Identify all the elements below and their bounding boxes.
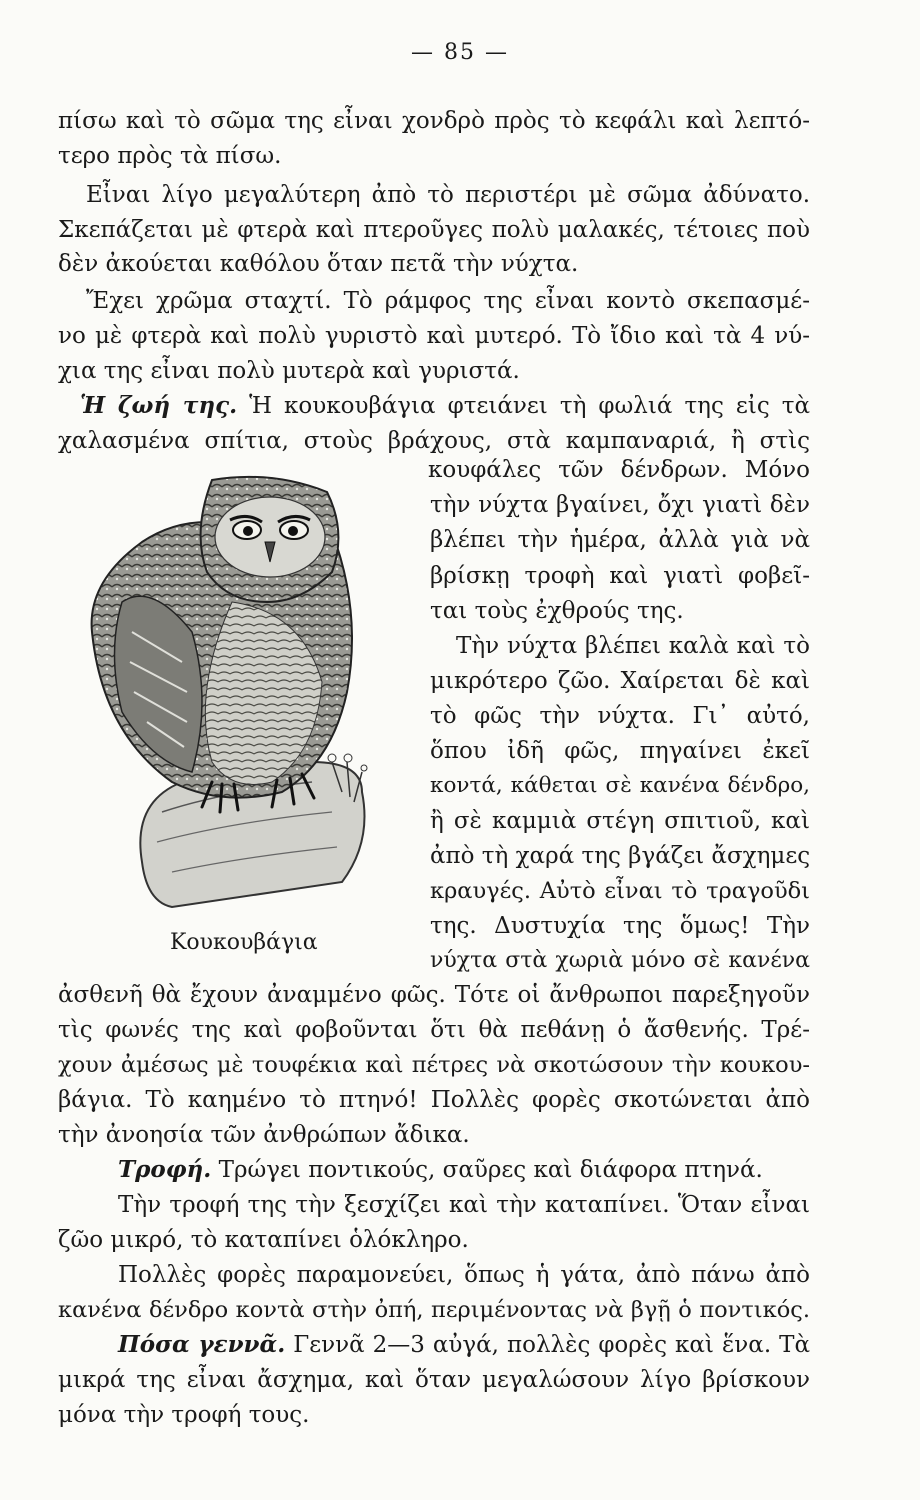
text-line: ἀσθενῆ θὰ ἔχουν ἀναμμένο φῶς. Τότε οἱ ἄνθρωποι παρεξηγοῦν — [58, 982, 810, 1008]
text-line: δὲν ἀκούεται καθόλου ὅταν πετᾶ τὴν νύχτα. — [58, 251, 579, 277]
text-line — [80, 391, 810, 421]
text-line: τὸ φῶς τὴν νύχτα. Γι᾿ αὐτό, — [430, 703, 810, 729]
text-line: ται τοὺς ἐχθρούς της. — [430, 598, 684, 624]
text-line: βρίσκῃ τροφὴ καὶ γιατὶ φοβεῖ- — [430, 563, 810, 589]
text-line: ὅπου ἰδῆ φῶς, πηγαίνει ἐκεῖ — [430, 738, 810, 764]
text-line: της. Δυστυχία της ὅμως! Τὴν — [430, 913, 810, 939]
owl-illustration — [62, 462, 412, 922]
text-line: Πολλὲς φορὲς παραμονεύει, ὅπως ἡ γάτα, ἀπὸ πάνω ἀπὸ — [118, 1262, 810, 1288]
text-line: βλέπει τὴν ἡμέρα, ἀλλὰ γιὰ νὰ — [430, 527, 810, 553]
text-line: Εἶναι λίγο μεγαλύτερη ἀπὸ τὸ περιστέρι μὲ σῶμα ἀδύνατο. — [86, 182, 810, 208]
text-line — [118, 1330, 810, 1360]
section-heading-life: Ἡ ζωή της. — [80, 392, 238, 419]
section-heading-offspring: Πόσα γεννᾶ. — [118, 1331, 286, 1358]
text-line: πίσω καὶ τὸ σῶμα της εἶναι χονδρὸ πρὸς τὸ κεφάλι καὶ λεπτό- — [58, 108, 810, 134]
text-line: χαλασμένα σπίτια, στοὺς βράχους, στὰ καμπαναριά, ἢ στὶς — [58, 428, 810, 454]
text-line: κοντά, κάθεται σὲ κανένα δένδρο, — [430, 773, 810, 798]
text-line: βάγια. Τὸ καημένο τὸ πτηνό! Πολλὲς φορὲς σκοτώνεται ἀπὸ — [58, 1087, 810, 1113]
text-line: κουφάλες τῶν δένδρων. Μόνο — [428, 457, 810, 483]
text-line — [118, 1155, 810, 1185]
text-line: Τὴν τροφή της τὴν ξεσχίζει καὶ τὴν καταπίνει. Ὅταν εἶναι — [118, 1192, 810, 1218]
text-line: μικρότερο ζῶο. Χαίρεται δὲ καὶ — [430, 668, 810, 694]
text-line: νύχτα στὰ χωριὰ μόνο σὲ κανένα — [430, 948, 810, 973]
page-number: — 85 — — [411, 40, 509, 65]
illustration-caption: Κουκουβάγια — [170, 930, 318, 955]
text-span: Γεννᾶ 2—3 αὐγά, πολλὲς φορὲς καὶ ἕνα. Τὰ — [293, 1332, 811, 1358]
section-heading-food: Τροφή. — [118, 1156, 212, 1183]
text-line: ἀπὸ τὴ χαρά της βγάζει ἄσχημες — [430, 843, 811, 869]
text-span: Ἡ κουκουβάγια φτειάνει τὴ φωλιά της εἰς τὰ — [249, 393, 811, 419]
text-line: τερο πρὸς τὰ πίσω. — [58, 143, 282, 169]
text-line: ζῶο μικρό, τὸ καταπίνει ὁλόκληρο. — [58, 1227, 469, 1253]
text-line: Ἔχει χρῶμα σταχτί. Τὸ ράμφος της εἶναι κοντὸ σκεπασμέ- — [86, 288, 810, 314]
text-line: κανένα δένδρο κοντὰ στὴν ὀπή, περιμένοντας νὰ βγῇ ὁ ποντικός. — [58, 1297, 810, 1323]
text-line: Σκεπάζεται μὲ φτερὰ καὶ πτεροῦγες πολὺ μαλακές, τέτοιες ποὺ — [58, 217, 810, 243]
text-line: ἢ σὲ καμμιὰ στέγη σπιτιοῦ, καὶ — [430, 808, 810, 834]
text-line: μόνα τὴν τροφή τους. — [58, 1402, 310, 1428]
text-line: χια της εἶναι πολὺ μυτερὰ καὶ γυριστά. — [58, 358, 520, 384]
text-line: τὴν ἀνοησία τῶν ἀνθρώπων ἄδικα. — [58, 1122, 470, 1148]
text-line: νο μὲ φτερὰ καὶ πολὺ γυριστὸ καὶ μυτερό. Τὸ ἴδιο καὶ τὰ 4 νύ- — [58, 323, 810, 349]
text-line: Τὴν νύχτα βλέπει καλὰ καὶ τὸ — [456, 633, 810, 659]
text-line: τὶς φωνές της καὶ φοβοῦνται ὅτι θὰ πεθάνῃ ὁ ἄσθενής. Τρέ- — [58, 1017, 810, 1043]
text-line: τὴν νύχτα βγαίνει, ὄχι γιατὶ δὲν — [430, 492, 810, 518]
text-line: μικρά της εἶναι ἄσχημα, καὶ ὅταν μεγαλώσουν λίγο βρίσκουν — [58, 1367, 810, 1393]
text-line: κραυγές. Αὐτὸ εἶναι τὸ τραγοῦδι — [430, 878, 810, 904]
text-line: χουν ἀμέσως μὲ τουφέκια καὶ πέτρες νὰ σκοτώσουν τὴν κουκου- — [58, 1052, 810, 1078]
text-span: Τρώγει ποντικούς, σαῦρες καὶ διάφορα πτηνά. — [218, 1157, 763, 1183]
